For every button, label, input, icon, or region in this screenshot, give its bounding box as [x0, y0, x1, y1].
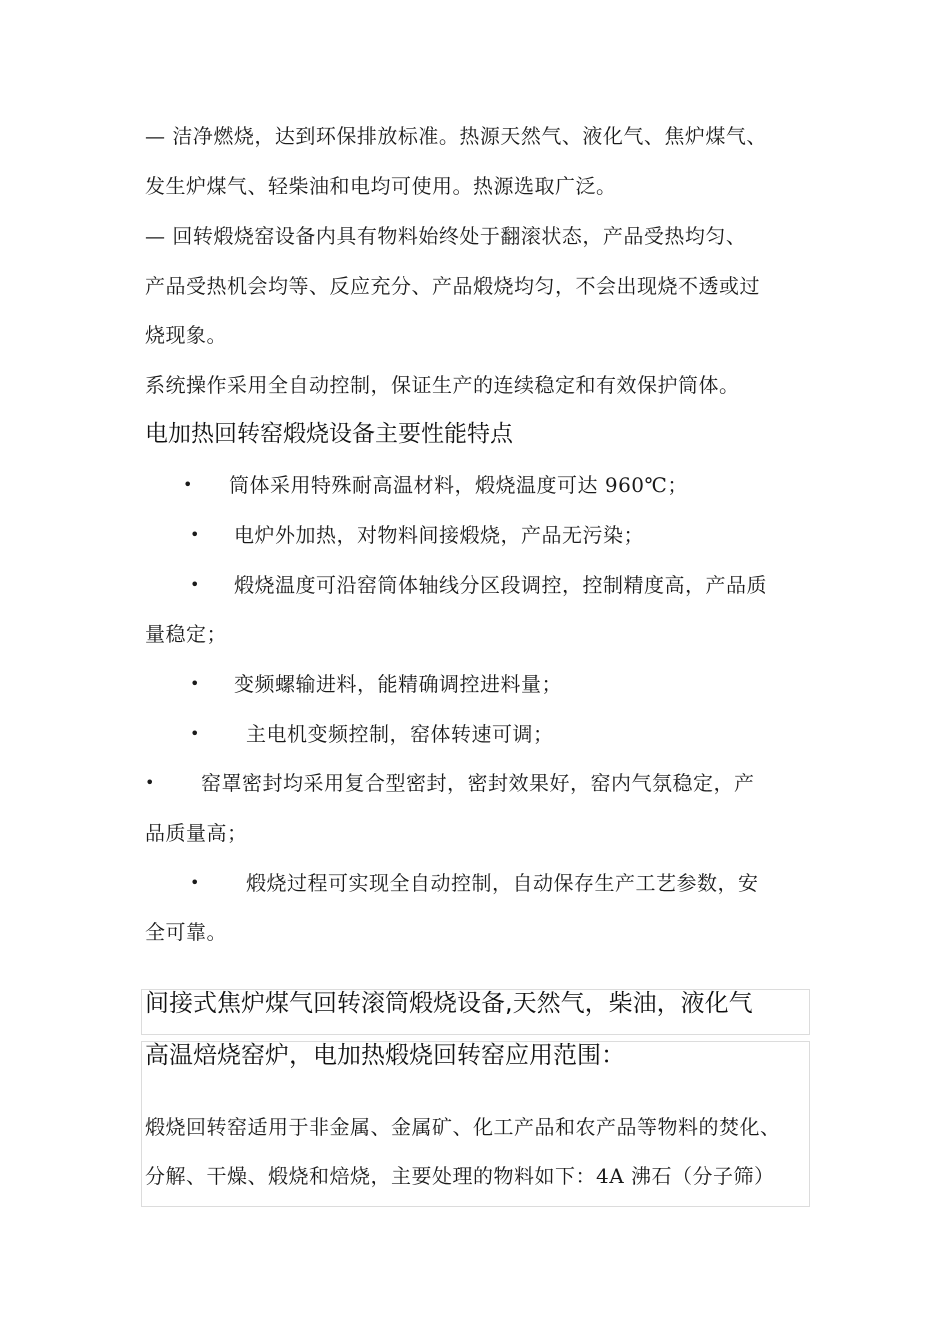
list-item-continuation: 全可靠。 — [145, 920, 227, 944]
list-item: 主电机变频控制，窑体转速可调； — [246, 722, 554, 746]
paragraph-line: 烧现象。 — [145, 323, 227, 347]
list-item: 筒体采用特殊耐高温材料，煅烧温度可达 960℃； — [229, 473, 688, 497]
section-heading: 电加热回转窑煅烧设备主要性能特点 — [145, 421, 513, 447]
bullet-icon: • — [190, 674, 200, 693]
list-item: 煅烧过程可实现全自动控制，自动保存生产工艺参数，安 — [246, 871, 759, 895]
bullet-icon: • — [190, 525, 200, 544]
list-item: 电炉外加热，对物料间接煅烧，产品无污染； — [234, 523, 644, 547]
paragraph-line: 系统操作采用全自动控制，保证生产的连续稳定和有效保护筒体。 — [145, 373, 740, 397]
paragraph-line: 产品受热机会均等、反应充分、产品煅烧均匀，不会出现烧不透或过 — [145, 274, 760, 298]
list-item: 变频螺输进料，能精确调控进料量； — [234, 672, 562, 696]
paragraph-line: — 回转煅烧窑设备内具有物料始终处于翻滚状态，产品受热均匀、 — [145, 224, 747, 248]
section-heading: 高温焙烧窑炉，电加热煅烧回转窑应用范围： — [145, 1041, 625, 1069]
bullet-icon: • — [190, 873, 200, 892]
section-heading: 间接式焦炉煤气回转滚筒煅烧设备,天然气，柴油，液化气 — [145, 989, 753, 1017]
bullet-icon: • — [190, 724, 200, 743]
bullet-icon: • — [190, 575, 200, 594]
bullet-icon: • — [145, 773, 155, 792]
paragraph-line: — 洁净燃烧，达到环保排放标准。热源天然气、液化气、焦炉煤气、 — [145, 124, 767, 148]
paragraph-line: 发生炉煤气、轻柴油和电均可使用。热源选取广泛。 — [145, 174, 617, 198]
list-item: 窑罩密封均采用复合型密封，密封效果好，窑内气氛稳定，产 — [201, 771, 755, 795]
paragraph-line: 分解、干燥、煅烧和焙烧，主要处理的物料如下：4A 沸石（分子筛） — [145, 1164, 775, 1188]
paragraph-line: 煅烧回转窑适用于非金属、金属矿、化工产品和农产品等物料的焚化、 — [145, 1115, 781, 1139]
list-item-continuation: 品质量高； — [145, 821, 248, 845]
bullet-icon: • — [183, 475, 193, 494]
list-item: 煅烧温度可沿窑筒体轴线分区段调控，控制精度高，产品质 — [234, 573, 767, 597]
list-item-continuation: 量稳定； — [145, 622, 227, 646]
